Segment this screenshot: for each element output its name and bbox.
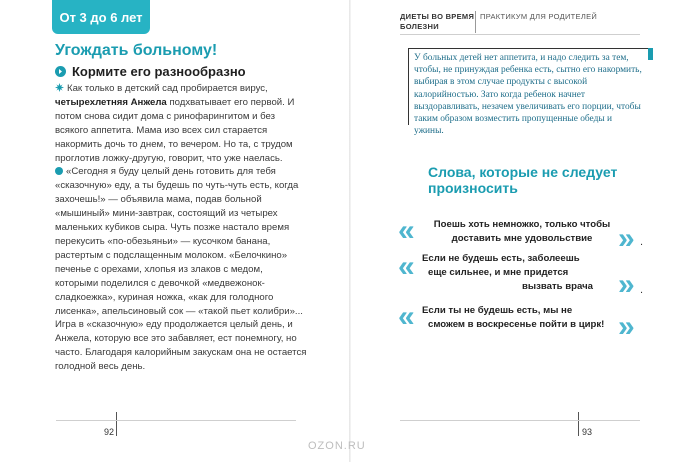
quote-2-text xyxy=(422,252,622,294)
quote-1-text xyxy=(422,218,622,246)
dot-bullet-icon xyxy=(55,167,63,175)
quote-3-line-2: сможем в воскресенье пойти в цирк! xyxy=(428,319,605,330)
right-page xyxy=(350,0,700,462)
running-head-section: ПРАКТИКУМ ДЛЯ РОДИТЕЛЕЙ xyxy=(480,12,598,21)
p1-rest: подхватывает его первой. И потом снова сидит дома с ринофарингитом и без всякого аппетита. Мама изо всех сил старается накормить дочь то днем, то вечером. Но та, с трудом проглотив ложку-другую, говорит, что уже наелась. xyxy=(55,96,295,164)
age-tab: От 3 до 6 лет xyxy=(52,0,150,34)
quote-1-end: . xyxy=(640,236,644,248)
p1-bold-name: четырехлетняя Анжела xyxy=(55,96,167,108)
quote-1-line-1: Поешь хоть немножко, только чтобы xyxy=(433,219,611,230)
header-rule xyxy=(400,34,640,35)
sub-heading-text: Кормите его разнообразно xyxy=(72,64,246,79)
quote-2-line-2: еще сильнее, и мне придется xyxy=(428,267,569,278)
running-head-chapter xyxy=(400,12,474,32)
quote-2-end: . xyxy=(640,284,644,296)
quote-1-line-2: доставить мне удовольствие xyxy=(451,233,593,244)
phrases-title-line-2: произносить xyxy=(428,180,518,196)
tip-text: У больных детей нет аппетита, и надо следить за тем, чтобы, не принуждая ребенка есть, сытно его накормить, выбирая в этом случае продукты с высокой калорийностью. Зато когда ребенок начнет выздоравливать, незачем увеличивать его порции, чтобы таким образом возместить пропущенные обеды и ужины. xyxy=(414,53,642,137)
page-marker-left xyxy=(116,412,117,436)
p1-lead: Как только в детский сад пробирается вирус, xyxy=(67,83,268,94)
section-title: Угождать больному! xyxy=(55,42,218,59)
quote-open-icon: « xyxy=(398,250,415,283)
tip-box-accent xyxy=(648,48,653,60)
page-marker-right xyxy=(578,412,579,436)
quote-close-icon: » xyxy=(618,268,635,301)
p2-text: «Сегодня я буду целый день готовить для тебя «сказочную» еду, а ты будешь по чуть-чуть есть, когда захочешь!» — объявила мама, подав больной «мышиный» мини-завтрак, состоящий из четырех маленьких кубиков сыра. Чуть позже настало время перекусить «по-обезьяньи» — кусочком банана, растертым с подслащенным молоком. «Белочкино» печенье с орехами, хлопья из злаков с медом, которыми поделился с девочкой «медвежонок-сладкоежка», куриная ножка, «как для голодного лисенка», апельсиновый сок — «такой пьет колибри»... Игра в «сказочную» еду продолжается целый день, и Анжела, которую все это забавляет, ест понемногу, но часто. Благодаря калорийным закускам она не остается голодной весь день. xyxy=(55,166,307,373)
quote-3-line-1: Если ты не будешь есть, мы не xyxy=(422,305,573,316)
quote-open-icon: « xyxy=(398,300,415,333)
quote-3 xyxy=(398,300,650,343)
running-head-line-1: ДИЕТЫ ВО ВРЕМЯ xyxy=(400,12,475,21)
body-text xyxy=(55,82,307,374)
quote-2-line-1: Если не будешь есть, заболеешь xyxy=(422,253,580,264)
watermark: OZON.RU xyxy=(308,440,366,452)
quote-3-text xyxy=(422,304,622,332)
phrases-title-line-1: Слова, которые не следует xyxy=(428,164,618,180)
quote-1 xyxy=(400,214,650,254)
quote-close-icon: » xyxy=(618,310,635,343)
footer-left xyxy=(56,420,296,437)
page-number-left: 92 xyxy=(104,427,115,437)
paragraph-2 xyxy=(55,165,307,374)
phrases-title xyxy=(428,164,617,196)
running-head-line-2: БОЛЕЗНИ xyxy=(400,22,439,31)
arrow-right-icon xyxy=(55,66,66,77)
footer-right xyxy=(400,420,640,437)
quote-2 xyxy=(400,250,650,300)
page-number-right: 93 xyxy=(582,427,593,437)
quote-2-line-3: вызвать врача xyxy=(522,281,593,292)
quote-close-icon: » xyxy=(618,222,635,255)
quote-open-icon: « xyxy=(398,214,415,247)
running-head-divider xyxy=(475,11,476,33)
flower-bullet-icon xyxy=(55,83,64,92)
paragraph-1 xyxy=(55,82,307,165)
sub-heading xyxy=(55,64,246,79)
